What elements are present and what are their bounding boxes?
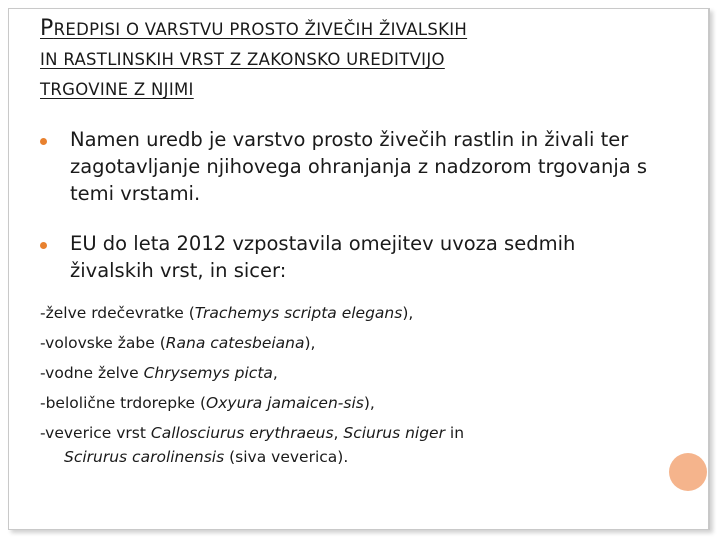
bullet-dot-icon [40,138,47,145]
bullet-item [40,126,660,207]
species-item: -želve rdečevratke (Trachemys scripta elegans), [40,304,414,322]
right-border-line [708,8,710,530]
bullet-item [40,230,660,284]
species-item: -belolične trdorepke (Oxyura jamaicen-sis), [40,394,375,412]
title-line-3: TRGOVINE Z NJIMI [40,80,194,99]
title-line-1: PREDPISI O VARSTVU PROSTO ŽIVEČIH ŽIVALSKIH [40,16,468,41]
bullet-text: EU do leta 2012 vzpostavila omejitev uvoza sedmih živalskih vrst, in sicer: [70,232,576,282]
species-item: -volovske žabe (Rana catesbeiana), [40,334,316,352]
species-item: -vodne želve Chrysemys picta, [40,364,278,382]
bullet-list [40,126,660,307]
decorative-circle [669,453,707,491]
species-item: -veverice vrst Callosciurus erythraeus, Sciurus niger in [40,424,465,442]
bullet-dot-icon [40,242,47,249]
species-list [40,298,660,466]
slide-title [40,14,630,105]
title-line-2: IN RASTLINSKIH VRST Z ZAKONSKO UREDITVIJO [40,50,445,69]
species-item-continuation: Scirurus carolinensis (siva veverica). [64,448,349,466]
bullet-text: Namen uredb je varstvo prosto živečih rastlin in živali ter zagotavljanje njihovega ohranjanja z nadzorom trgovanja s temi vrstami. [70,128,648,205]
